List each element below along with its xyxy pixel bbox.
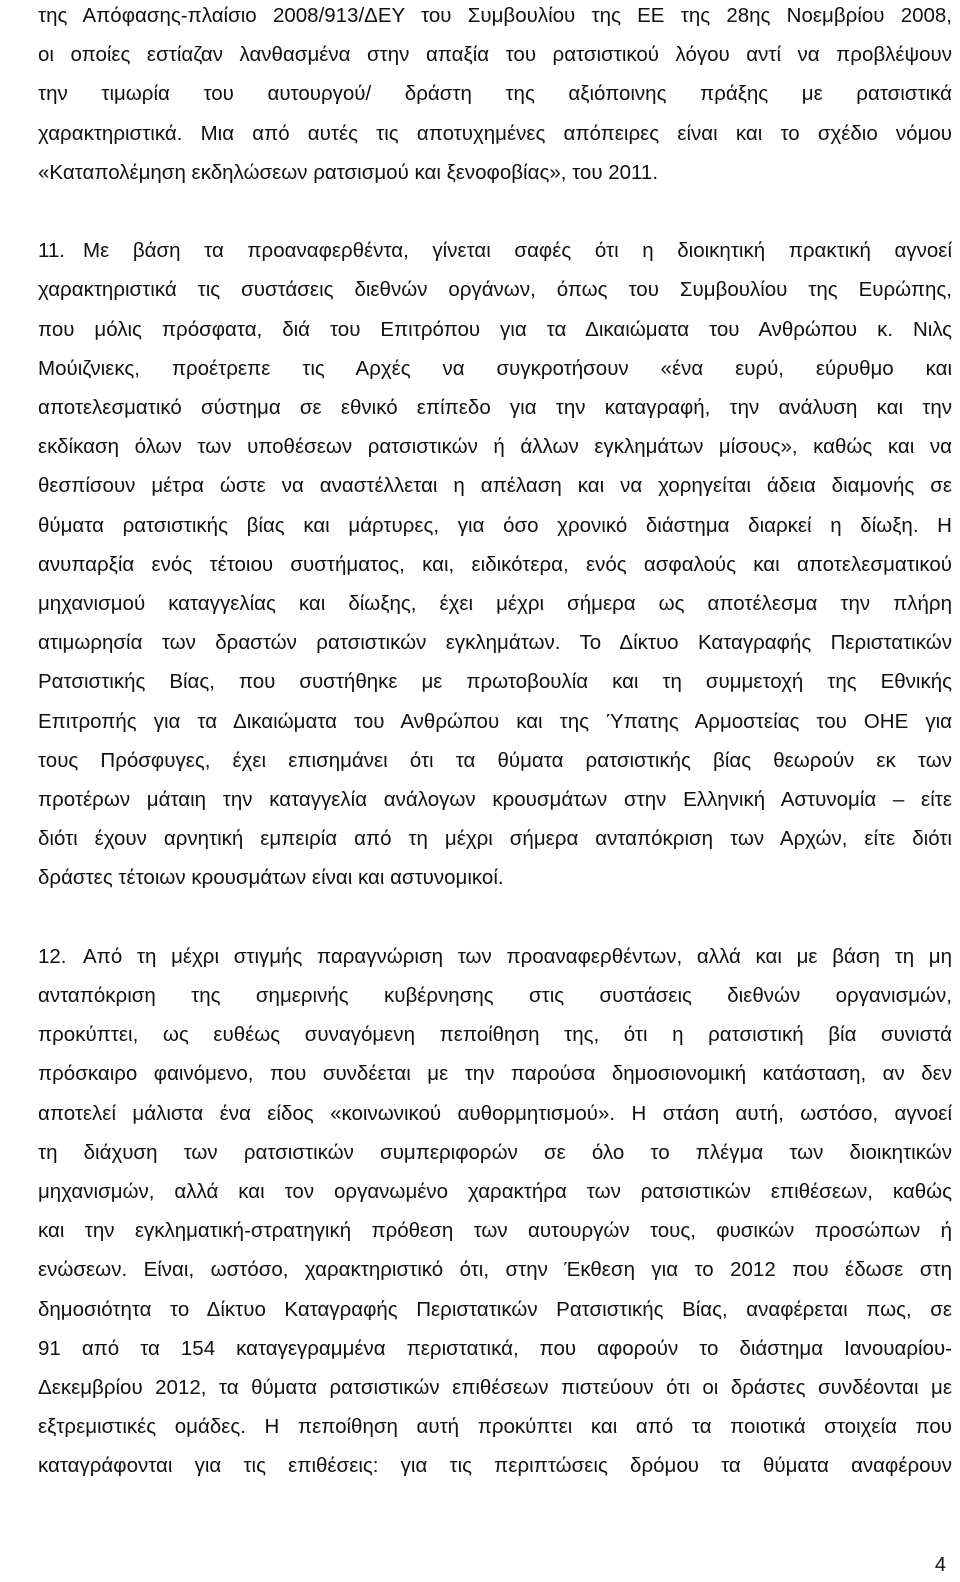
paragraph-number: 12. (38, 945, 67, 968)
text-line: την τιμωρία του αυτουργού/ δράστη της αξιόποινης πράξης με ρατσιστικά (38, 82, 952, 105)
text-line: χαρακτηριστικά τις συστάσεις διεθνών οργάνων, όπως του Συμβουλίου της Ευρώπης, (38, 278, 952, 301)
text-line: Με βάση τα προαναφερθέντα, γίνεται σαφές ότι η διοικητική πρακτική αγνοεί (83, 239, 952, 262)
text-line: της Απόφασης-πλαίσιο 2008/913/ΔΕΥ του Συμβουλίου της ΕΕ της 28ης Νοεμβρίου 2008, (38, 4, 952, 27)
text-line: μηχανισμών, αλλά και τον οργανωμένο χαρακτήρα των ρατσιστικών επιθέσεων, καθώς (38, 1180, 952, 1203)
text-line: ατιμωρησία των δραστών ρατσιστικών εγκλημάτων. Το Δίκτυο Καταγραφής Περιστατικών (38, 631, 952, 654)
text-line: αποτελεσματικό σύστημα σε εθνικό επίπεδο για την καταγραφή, την ανάλυση και την (38, 396, 952, 419)
text-line: χαρακτηριστικά. Μια από αυτές τις αποτυχημένες απόπειρες είναι και το σχέδιο νόμου (38, 122, 952, 145)
text-line: δημοσιότητα το Δίκτυο Καταγραφής Περιστατικών Ρατσιστικής Βίας, αναφέρεται πως, σε (38, 1298, 952, 1321)
text-line: ενώσεων. Είναι, ωστόσο, χαρακτηριστικό ότι, στην Έκθεση για το 2012 που έδωσε στη (38, 1258, 952, 1281)
text-line: τη διάχυση των ρατσιστικών συμπεριφορών σε όλο το πλέγμα των διοικητικών (38, 1141, 952, 1164)
page-number: 4 (934, 1554, 946, 1576)
text-line: μηχανισμού καταγγελίας και δίωξης, έχει μέχρι σήμερα ως αποτέλεσμα την πλήρη (38, 592, 952, 615)
text-line: Μούιζνιεκς, προέτρεπε τις Αρχές να συγκροτήσουν «ένα ευρύ, εύρυθμο και (38, 357, 952, 380)
text-line: προτέρων μάταιη την καταγγελία ανάλογων κρουσμάτων στην Ελληνική Αστυνομία – είτε (38, 788, 952, 811)
text-line: αποτελεί μάλιστα ένα είδος «κοινωνικού αυθορμητισμού». Η στάση αυτή, ωστόσο, αγνοεί (38, 1102, 952, 1125)
text-line: τους Πρόσφυγες, έχει επισημάνει ότι τα θύματα ρατσιστικής βίας θεωρούν εκ των (38, 749, 952, 772)
text-line: ανταπόκριση της σημερινής κυβέρνησης στις συστάσεις διεθνών οργανισμών, (38, 984, 952, 1007)
text-line: οι οποίες εστίαζαν λανθασμένα στην απαξία του ρατσιστικού λόγου αντί να προβλέψουν (38, 43, 952, 66)
text-line: θεσπίσουν μέτρα ώστε να αναστέλλεται η απέλαση και να χορηγείται άδεια διαμονής σε (38, 474, 952, 497)
text-line: καταγράφονται για τις επιθέσεις: για τις περιπτώσεις δρόμου τα θύματα αναφέρουν (38, 1454, 952, 1477)
paragraph-number: 11. (38, 239, 65, 262)
text-line: προκύπτει, ως ευθέως συναγόμενη πεποίθηση της, ότι η ρατσιστική βία συνιστά (38, 1023, 952, 1046)
text-line: δράστες τέτοιων κρουσμάτων είναι και αστυνομικοί. (38, 866, 504, 889)
text-line: εκδίκαση όλων των υποθέσεων ρατσιστικών ή άλλων εγκλημάτων μίσους», καθώς και να (38, 435, 952, 458)
text-line: «Καταπολέμηση εκδηλώσεων ρατσισμού και ξενοφοβίας», του 2011. (38, 161, 659, 184)
text-line: Επιτροπής για τα Δικαιώματα του Ανθρώπου και της Ύπατης Αρμοστείας του ΟΗΕ για (38, 710, 952, 733)
text-line: Από τη μέχρι στιγμής παραγνώριση των προαναφερθέντων, αλλά και με βάση τη μη (83, 945, 952, 968)
text-line: θύματα ρατσιστικής βίας και μάρτυρες, για όσο χρονικό διάστημα διαρκεί η δίωξη. Η (38, 514, 952, 537)
text-line: εξτρεμιστικές ομάδες. Η πεποίθηση αυτή προκύπτει και από τα ποιοτικά στοιχεία που (38, 1415, 952, 1438)
text-line: ανυπαρξία ενός τέτοιου συστήματος, και, ειδικότερα, ενός ασφαλούς και αποτελεσματικού (38, 553, 952, 576)
text-line: διότι έχουν αρνητική εμπειρία από τη μέχρι σήμερα ανταπόκριση των Αρχών, είτε διότι (38, 827, 952, 850)
text-line: και την εγκληματική-στρατηγική πρόθεση των αυτουργών τους, φυσικών προσώπων ή (38, 1219, 952, 1242)
text-line: Δεκεμβρίου 2012, τα θύματα ρατσιστικών επιθέσεων πιστεύουν ότι οι δράστες συνδέονται με (38, 1376, 952, 1399)
text-line: που μόλις πρόσφατα, διά του Επιτρόπου για τα Δικαιώματα του Ανθρώπου κ. Νιλς (38, 318, 952, 341)
text-line: πρόσκαιρο φαινόμενο, που συνδέεται με την παρούσα δημοσιονομική κατάσταση, αν δεν (38, 1062, 952, 1085)
text-line: Ρατσιστικής Βίας, που συστήθηκε με πρωτοβουλία και τη συμμετοχή της Εθνικής (38, 670, 952, 693)
text-line: 91 από τα 154 καταγεγραμμένα περιστατικά, που αφορούν το διάστημα Ιανουαρίου- (38, 1337, 952, 1360)
